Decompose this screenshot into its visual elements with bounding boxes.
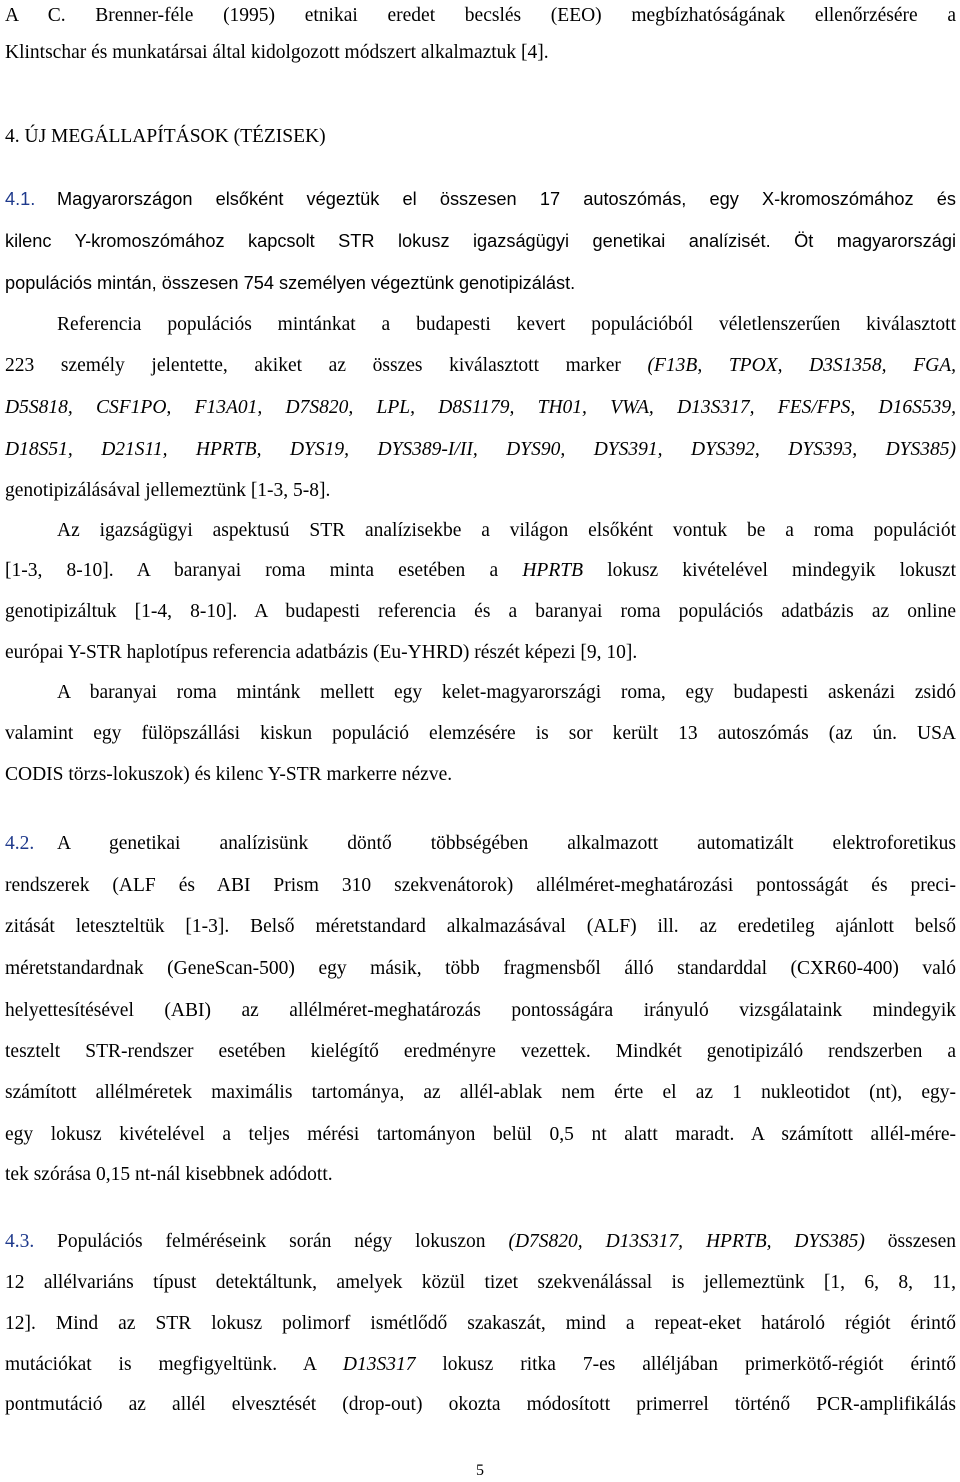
- text-line: [5, 353, 956, 379]
- intro-text: Klintschar és munkatársai által kidolgozott módszert alkalmaztuk [4].: [5, 42, 549, 63]
- text-line: [5, 3, 956, 29]
- text-line: [5, 998, 956, 1024]
- thesis-text: Populációs felméréseink során négy lokuszon: [57, 1231, 509, 1252]
- body-text: A baranyai roma mintánk mellett egy kelet-magyarországi roma, egy budapesti askenázi zsidó: [57, 682, 956, 703]
- text-line: [5, 762, 956, 788]
- text-line: [5, 270, 956, 296]
- text-line: [5, 680, 956, 706]
- body-text: CODIS törzs-lokuszok) és kilenc Y-STR markerre nézve.: [5, 764, 453, 785]
- text-line: [5, 558, 956, 584]
- section-heading-text: 4. ÚJ MEGÁLLAPÍTÁSOK (TÉZISEK): [5, 126, 326, 147]
- thesis-text: tek szórása 0,15 nt-nál kisebbnek adódott.: [5, 1164, 333, 1185]
- section-heading: [5, 124, 956, 150]
- text-line: [5, 1352, 956, 1378]
- text-line: [5, 956, 956, 982]
- thesis-text: populációs mintán, összesen 754 személyen végeztünk genotipizálást.: [5, 273, 576, 293]
- body-text: Referencia populációs mintánkat a budapesti kevert populációból véletlenszerűen kiválasztott: [57, 314, 956, 335]
- text-line: [5, 40, 956, 66]
- locus-name: D13S317: [342, 1354, 416, 1375]
- thesis-text: számított allélméretek maximális tartománya, az allél-ablak nem érte el az 1 nukleotidot (nt), egy-: [5, 1082, 956, 1103]
- body-text: genotipizáltuk [1-4, 8-10]. A budapesti referencia és a baranyai roma populációs adatbázis az online: [5, 601, 956, 622]
- locus-name: HPRTB: [522, 560, 584, 581]
- thesis-text: egy lokusz kivételével a teljes mérési tartományon belül 0,5 nt alatt maradt. A számított allél-mére-: [5, 1124, 956, 1145]
- text-line: [5, 478, 956, 504]
- thesis-text: összesen: [864, 1231, 956, 1252]
- thesis-text: zitását leteszteltük [1-3]. Belső méretstandard alkalmazásával (ALF) ill. az eredetileg ajánlott belső: [5, 916, 956, 937]
- thesis-number: 4.2.: [5, 833, 35, 854]
- text-line: [5, 1080, 956, 1106]
- body-text: Az igazságügyi aspektusú STR analízisekbe a világon elsőként vontuk be a roma populációt: [57, 520, 956, 541]
- thesis-text: méretstandardnak (GeneScan-500) egy másik, több fragmensből álló standarddal (CXR60-400) való: [5, 958, 956, 979]
- body-text: [1-3, 8-10]. A baranyai roma minta esetében a: [5, 560, 523, 581]
- text-line: [5, 1162, 956, 1188]
- intro-text: A C. Brenner-féle (1995) etnikai eredet becslés (EEO) megbízhatóságának ellenőrzésére a: [5, 5, 956, 26]
- text-line: [5, 228, 956, 254]
- text-line: [5, 721, 956, 747]
- body-text: európai Y-STR haplotípus referencia adatbázis (Eu-YHRD) részét képezi [9, 10].: [5, 642, 638, 663]
- text-line: [5, 186, 956, 212]
- text-line: [5, 395, 956, 421]
- text-line: [5, 599, 956, 625]
- marker-list: (F13B, TPOX, D3S1358, FGA,: [647, 355, 956, 376]
- locus-list: (D7S820, D13S317, HPRTB, DYS385): [508, 1231, 865, 1252]
- text-line: [5, 1392, 956, 1418]
- text-line: [5, 1270, 956, 1296]
- body-text: 223 személy jelentette, akiket az összes kiválasztott marker: [5, 355, 648, 376]
- thesis-text: helyettesítésével (ABI) az allélméret-meghatározás pontosságára irányuló vizsgálataink mindegyik: [5, 1000, 956, 1021]
- text-line: [5, 312, 956, 338]
- text-line: [5, 1039, 956, 1065]
- text-line: [5, 1229, 956, 1255]
- thesis-text: rendszerek (ALF és ABI Prism 310 szekvenátorok) allélméret-meghatározási pontosságát és preci-: [5, 875, 956, 896]
- marker-list: D18S51, D21S11, HPRTB, DYS19, DYS389-I/II, DYS90, DYS391, DYS392, DYS393, DYS385): [5, 439, 956, 460]
- text-line: [5, 831, 956, 857]
- thesis-text: tesztelt STR-rendszer esetében kielégítő eredményre vezettek. Mindkét genotipizáló rendszerben a: [5, 1041, 956, 1062]
- thesis-text: lokusz ritka 7-es alléljában primerkötő-régiót érintő: [415, 1354, 956, 1375]
- page-number: 5: [476, 1462, 484, 1479]
- marker-list: D5S818, CSF1PO, F13A01, D7S820, LPL, D8S1179, TH01, VWA, D13S317, FES/FPS, D16S539,: [5, 397, 956, 418]
- text-line: [5, 437, 956, 463]
- thesis-text: 12]. Mind az STR lokusz polimorf ismétlődő szakaszát, mind a repeat-eket határoló régiót érintő: [5, 1313, 956, 1334]
- text-line: [5, 873, 956, 899]
- text-line: [5, 640, 956, 666]
- thesis-text: Magyarországon elsőként végeztük el összesen 17 autoszómás, egy X-kromoszómához és: [57, 189, 956, 209]
- thesis-text: 12 allélvariáns típust detektáltunk, amelyek közül tizet szekvenálással is jellemeztünk [1, 6, 8, 11,: [5, 1272, 956, 1293]
- thesis-number: 4.1.: [5, 189, 36, 209]
- text-line: [5, 1311, 956, 1337]
- body-text: valamint egy fülöpszállási kiskun populáció elemzésére is sor került 13 autoszómás (az ún. USA: [5, 723, 956, 744]
- thesis-text: mutációkat is megfigyeltünk. A: [5, 1354, 343, 1375]
- thesis-text: A genetikai analízisünk döntő többségében alkalmazott automatizált elektroforetikus: [57, 833, 956, 854]
- text-line: [5, 914, 956, 940]
- body-text: lokusz kivételével mindegyik lokuszt: [583, 560, 956, 581]
- thesis-text: pontmutáció az allél elvesztését (drop-out) okozta módosított primerrel történő PCR-amplifikálás: [5, 1394, 956, 1415]
- body-text: genotipizálásával jellemeztünk [1-3, 5-8].: [5, 480, 331, 501]
- text-line: [5, 518, 956, 544]
- thesis-number: 4.3.: [5, 1231, 35, 1252]
- thesis-text: kilenc Y-kromoszómához kapcsolt STR lokusz igazságügyi genetikai analízisét. Öt magyarországi: [5, 231, 956, 251]
- text-line: [5, 1122, 956, 1148]
